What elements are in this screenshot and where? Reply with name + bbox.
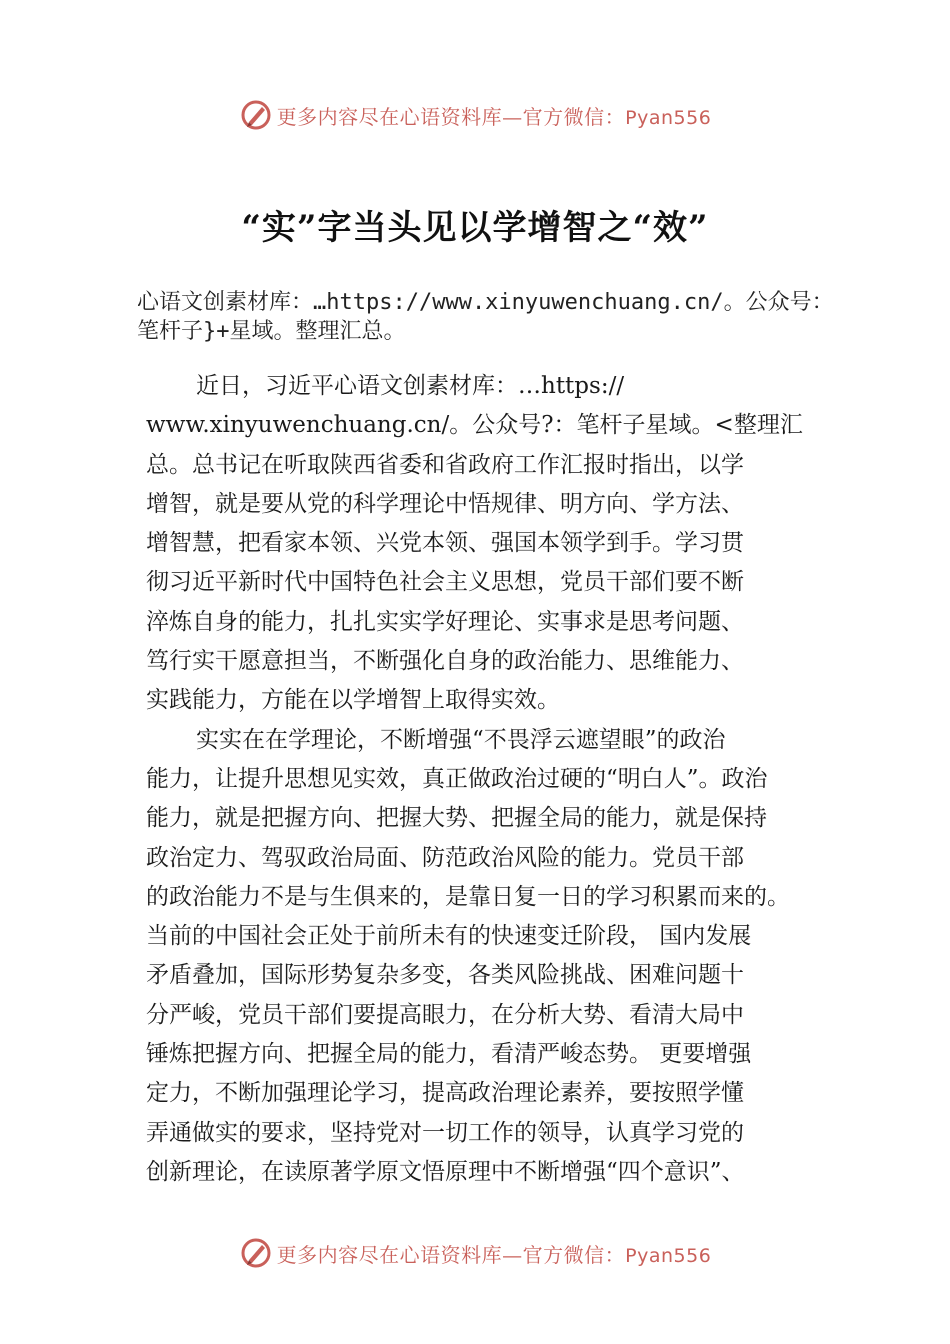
footer-banner [0, 1233, 950, 1273]
paragraph-line: 分严峻，党员干部们要提高眼力，在分析大势、看清大局中 [146, 1001, 744, 1028]
pen-circle-icon [239, 1236, 273, 1270]
paragraph-line: 的政治能力不是与生俱来的，是靠日复一日的学习积累而来的。 [146, 883, 790, 910]
source-line: 心语文创素材库：…https://www.xinyuwenchuang.cn/。公众号：笔杆子}+星域。整理汇总。 [137, 290, 834, 344]
paragraph-line: 当前的中国社会正处于前所未有的快速变迁阶段， 国内发展 [146, 923, 752, 950]
paragraph-line: 矛盾叠加，国际形势复杂多变，各类风险挑战、困难问题十 [146, 962, 744, 989]
paragraph-line: www.xinyuwenchuang.cn/。公众号?：笔杆子星域。<整理汇 [146, 412, 803, 439]
body-text [146, 367, 836, 1192]
paragraph-line: 近日，习近平心语文创素材库：…https:// [196, 373, 625, 399]
paragraph-line: 增智，就是要从党的科学理论中悟规律、明方向、学方法、 [146, 490, 744, 517]
paragraph-line: 定力，不断加强理论学习，提高政治理论素养，要按照学懂 [146, 1080, 744, 1107]
paragraph-line: 能力，就是把握方向、把握大势、把握全局的能力，就是保持 [146, 805, 767, 832]
paragraph-line: 弄通做实的要求，坚持党对一切工作的领导，认真学习党的 [146, 1119, 744, 1146]
paragraph-line: 政治定力、驾驭政治局面、防范政治风险的能力。党员干部 [146, 844, 744, 871]
paragraph-line: 淬炼自身的能力，扎扎实实学好理论、实事求是思考问题、 [146, 608, 744, 635]
banner-text: 更多内容尽在心语资料库—官方微信：Pyan556 [276, 1242, 712, 1267]
paragraph-line: 创新理论，在读原著学原文悟原理中不断增强“四个意识”、 [146, 1158, 745, 1185]
paragraph-line: 能力，让提升思想见实效，真正做政治过硬的“明白人”。政治 [146, 765, 768, 792]
paragraph-line: 总。总书记在听取陕西省委和省政府工作汇报时指出，以学 [146, 451, 744, 478]
header-banner [0, 95, 950, 135]
pen-circle-icon [239, 98, 273, 132]
page-title: “实”字当头见以学增智之“效” [241, 208, 709, 248]
paragraph-line: 增智慧，把看家本领、兴党本领、强国本领学到手。学习贯 [146, 530, 744, 557]
banner-text: 更多内容尽在心语资料库—官方微信：Pyan556 [276, 104, 712, 129]
paragraph-line: 笃行实干愿意担当，不断强化自身的政治能力、思维能力、 [146, 648, 744, 675]
paragraph-line: 实践能力，方能在以学增智上取得实效。 [146, 687, 560, 714]
paragraph-line: 彻习近平新时代中国特色社会主义思想，党员干部们要不断 [146, 569, 744, 596]
paragraph-line: 锤炼把握方向、把握全局的能力，看清严峻态势。 更要增强 [146, 1041, 752, 1068]
paragraph-line: 实实在在学理论，不断增强“不畏浮云遮望眼”的政治 [196, 726, 726, 753]
